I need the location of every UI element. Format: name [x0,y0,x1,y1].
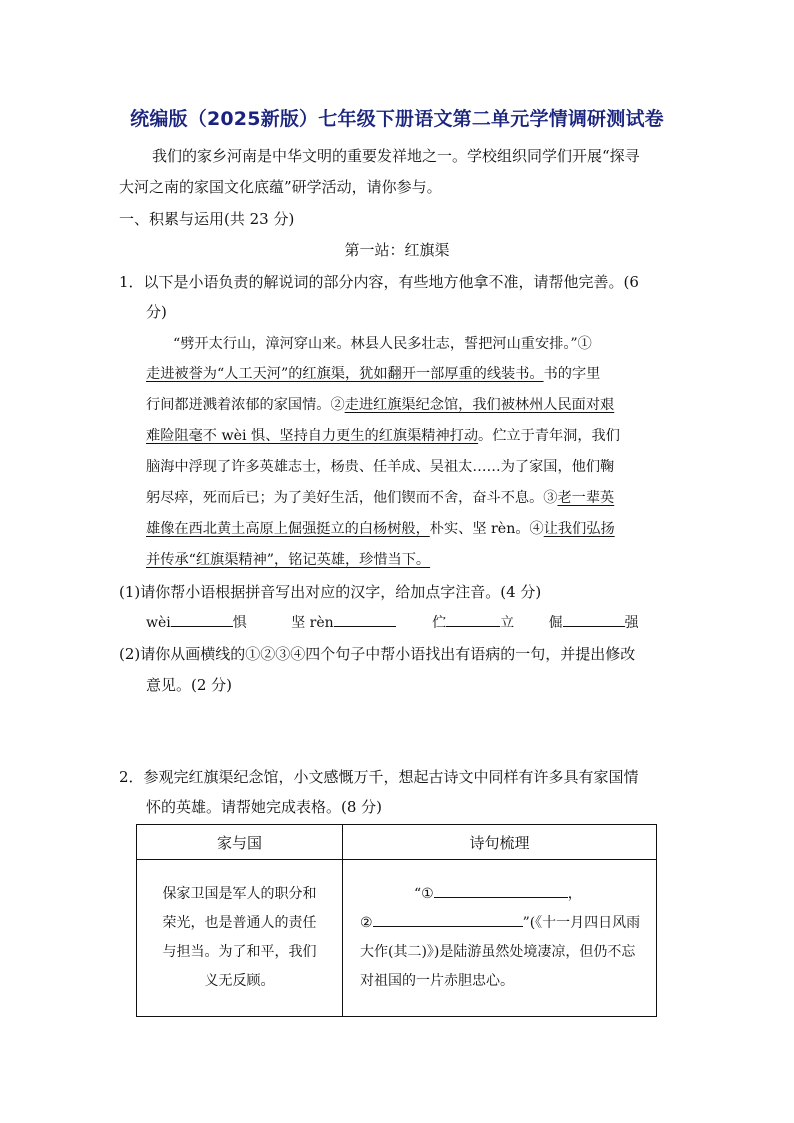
answer-blank[interactable] [334,612,396,627]
poem-text [344,880,655,996]
question-1-stem: 1．以下是小语负责的解说词的部分内容，有些地方他拿不准，请帮他完善。(6 [119,273,639,291]
table-header-family: 家与国 [137,825,343,860]
passage-text: 躬尽瘁，死而后已；为了美好生活，他们锲而不舍，奋斗不息。③ [146,490,558,506]
intro-line-1: 我们的家乡河南是中华文明的重要发祥地之一。学校组织同学们开展“探寻 [152,147,640,165]
pinyin-row [146,612,639,633]
comma: ， [567,886,582,902]
underlined-sentence-4: 让我们弘扬 [543,521,615,537]
station-heading: 第一站：红旗渠 [344,241,450,259]
char-li: 立 [500,615,515,631]
passage-line [146,426,620,446]
poem-line-1 [354,880,645,909]
exam-title: 统编版（2025新版）七年级下册语文第二单元学情调研测试卷 [130,108,664,130]
intro-line-2: 大河之南的家国文化底蕴”研学活动，请你参与。 [119,178,442,196]
passage-text: 。伫立于青年洞，我们 [478,428,620,444]
answer-blank[interactable] [563,612,625,627]
underlined-sentence-4-cont: 并传承“红旗渠精神”，铭记英雄，珍惜当下。 [146,552,431,568]
section-heading: 一、积累与运用(共 23 分) [119,210,295,228]
poem-description: ”(《十一月四日风雨大作(其二)》)是陆游虽然处境凄凉，但仍不忘对祖国的一片赤胆忠心。 [360,915,641,989]
question-2-stem: 2．参观完红旗渠纪念馆，小文感慨万千，想起古诗文中同样有许多具有家国情 [119,768,639,786]
passage-text: 书的字里 [543,366,601,382]
char-jue: 倔 [548,615,563,631]
sub-question-2: (2)请你从画横线的①②③④四个句子中帮小语找出有语病的一句，并提出修改 [119,645,636,663]
poem-table [136,824,657,1017]
underlined-sentence-1: 走进被誉为“人工天河”的红旗渠，犹如翻开一部厚重的线装书。 [146,366,544,382]
underlined-sentence-3: 老一辈英 [557,490,615,506]
question-2-stem-cont: 怀的英雄。请帮她完成表格。(8 分) [146,798,383,816]
sub-question-1: (1)请你帮小语根据拼音写出对应的汉字，给加点字注音。(4 分) [119,583,542,601]
underlined-sentence-2: 走进红旗渠纪念馆，我们被林州人民面对艰 [344,397,615,413]
poem-line-2 [354,909,645,996]
passage-line: 脑海中浮现了许多英雄志士，杨贵、任羊成、吴祖太……为了家国，他们鞠 [146,459,615,475]
passage-line [146,488,614,508]
passage-text: 行间都迸溅着浓郁的家国情。② [146,397,345,413]
underlined-sentence-2-cont: 难险阻毫不 wèi 惧、坚持自力更生的红旗渠精神打动 [146,428,479,444]
char-zhu: 伫 [432,615,447,631]
answer-blank[interactable] [171,612,233,627]
blank-label-2: ② [360,915,373,931]
passage-line [173,334,592,354]
underlined-sentence-3-cont: 雄像在西北黄土高原上倔强挺立的白杨树般， [146,521,430,537]
passage-text: “劈开太行山，漳河穿山来。林县人民多壮志，誓把河山重安排。” [173,336,578,352]
answer-blank[interactable] [373,912,523,927]
passage-line [146,364,600,384]
pinyin-wei: wèi [146,615,171,631]
passage-line [146,395,614,415]
blank-label-1: “① [414,886,434,902]
sub-question-2-cont: 意见。(2 分) [146,676,233,694]
passage-text: ① [577,336,592,352]
question-1-stem-cont: 分) [146,303,167,321]
passage-line [146,519,615,539]
table-header-poems: 诗句梳理 [343,825,657,860]
passage-text: 朴实、坚 rèn。④ [429,521,544,537]
passage-line [146,550,430,570]
pinyin-ren: 坚 rèn [291,615,334,631]
table-cell-poems [343,860,657,1017]
answer-blank[interactable] [434,883,568,898]
char-qiang: 强 [624,615,639,631]
answer-blank[interactable] [446,612,500,627]
family-text: 保家卫国是军人的职分和荣光，也是普通人的责任与担当。为了和平，我们义无反顾。 [162,886,317,989]
table-cell-family [137,860,343,1017]
char-ju: 惧 [232,615,247,631]
